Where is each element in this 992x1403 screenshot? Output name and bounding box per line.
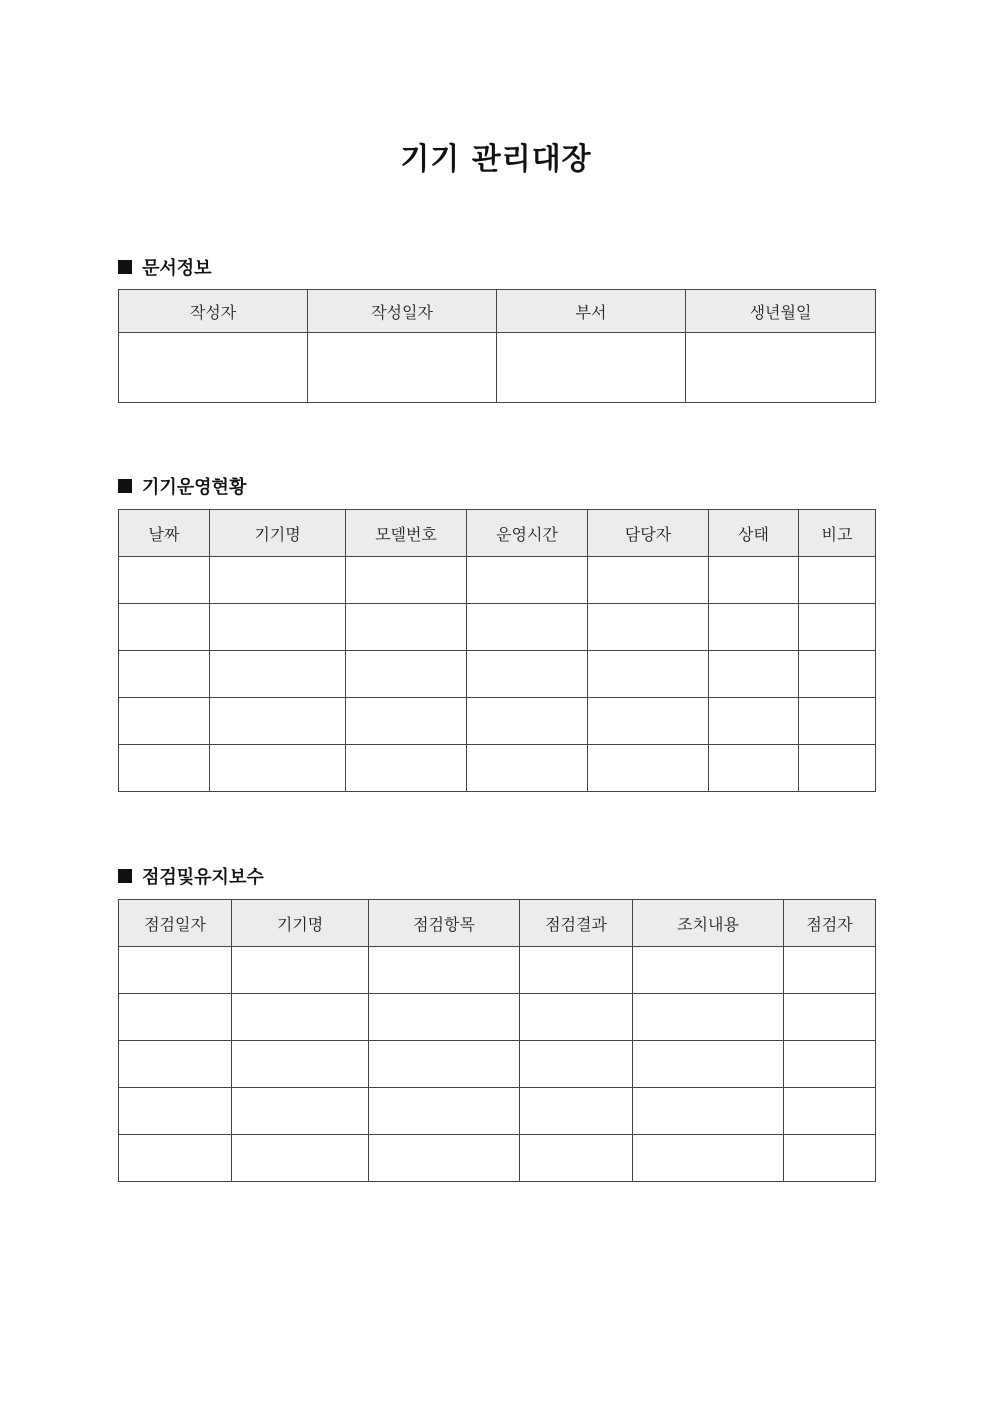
- table-cell[interactable]: [232, 1088, 369, 1135]
- table-cell[interactable]: [633, 1041, 784, 1088]
- column-header: 기기명: [210, 510, 346, 557]
- column-header: 점검일자: [119, 900, 232, 947]
- column-header: 조치내용: [633, 900, 784, 947]
- square-bullet-icon: [118, 260, 132, 274]
- table-cell[interactable]: [633, 1135, 784, 1182]
- column-header: 작성일자: [308, 290, 497, 333]
- table-cell[interactable]: [709, 604, 799, 651]
- table-cell[interactable]: [709, 698, 799, 745]
- table-cell[interactable]: [467, 651, 588, 698]
- table-cell[interactable]: [119, 1088, 232, 1135]
- column-header: 점검항목: [369, 900, 520, 947]
- table-cell[interactable]: [232, 994, 369, 1041]
- table-cell[interactable]: [232, 947, 369, 994]
- table-cell[interactable]: [784, 1135, 876, 1182]
- table-cell[interactable]: [369, 947, 520, 994]
- table-cell[interactable]: [633, 1088, 784, 1135]
- column-header: 점검자: [784, 900, 876, 947]
- section-heading-equipment: [118, 473, 246, 499]
- table-cell[interactable]: [119, 557, 210, 604]
- table-cell[interactable]: [346, 698, 467, 745]
- column-header: 생년월일: [686, 290, 876, 333]
- section-heading-inspection: [118, 863, 264, 889]
- table-cell[interactable]: [369, 1041, 520, 1088]
- table-cell[interactable]: [119, 1041, 232, 1088]
- table-cell[interactable]: [346, 604, 467, 651]
- table-cell[interactable]: [210, 604, 346, 651]
- table-cell[interactable]: [709, 651, 799, 698]
- table-cell[interactable]: [520, 1041, 633, 1088]
- table-cell[interactable]: [346, 651, 467, 698]
- table-row: [119, 604, 876, 651]
- table-cell[interactable]: [210, 557, 346, 604]
- table-cell[interactable]: [588, 698, 709, 745]
- table-cell[interactable]: [799, 604, 876, 651]
- table-cell[interactable]: [799, 745, 876, 792]
- table-cell[interactable]: [520, 947, 633, 994]
- column-header: 상태: [709, 510, 799, 557]
- table-cell[interactable]: [497, 333, 686, 403]
- table-cell[interactable]: [232, 1041, 369, 1088]
- square-bullet-icon: [118, 479, 132, 493]
- table-cell[interactable]: [588, 604, 709, 651]
- table-cell[interactable]: [119, 698, 210, 745]
- table-cell[interactable]: [119, 604, 210, 651]
- table-cell[interactable]: [119, 947, 232, 994]
- table-cell[interactable]: [784, 947, 876, 994]
- column-header: 점검결과: [520, 900, 633, 947]
- table-cell[interactable]: [709, 557, 799, 604]
- section-heading-doc-info: [118, 254, 212, 280]
- table-row: [119, 651, 876, 698]
- equipment-table: [118, 509, 876, 792]
- table-cell[interactable]: [119, 745, 210, 792]
- column-header: 기기명: [232, 900, 369, 947]
- table-header-row: [119, 290, 876, 333]
- table-row: [119, 994, 876, 1041]
- table-cell[interactable]: [210, 745, 346, 792]
- table-cell[interactable]: [467, 698, 588, 745]
- table-cell[interactable]: [210, 698, 346, 745]
- table-cell[interactable]: [686, 333, 876, 403]
- table-row: [119, 557, 876, 604]
- column-header: 담당자: [588, 510, 709, 557]
- column-header: 날짜: [119, 510, 210, 557]
- table-cell[interactable]: [633, 994, 784, 1041]
- table-header-row: [119, 510, 876, 557]
- table-cell[interactable]: [799, 651, 876, 698]
- section-heading-label: 기기운영현황: [142, 477, 247, 498]
- table-cell[interactable]: [520, 994, 633, 1041]
- table-row: [119, 745, 876, 792]
- table-cell[interactable]: [520, 1135, 633, 1182]
- column-header: 모델번호: [346, 510, 467, 557]
- doc-info-table: [118, 289, 876, 403]
- table-row: [119, 1135, 876, 1182]
- table-cell[interactable]: [520, 1088, 633, 1135]
- table-cell[interactable]: [308, 333, 497, 403]
- page-title: 기기 관리대장: [400, 142, 592, 177]
- table-cell[interactable]: [346, 745, 467, 792]
- table-row: [119, 698, 876, 745]
- table-cell[interactable]: [467, 604, 588, 651]
- table-cell[interactable]: [119, 333, 308, 403]
- table-cell[interactable]: [369, 1135, 520, 1182]
- column-header: 작성자: [119, 290, 308, 333]
- table-cell[interactable]: [784, 994, 876, 1041]
- table-row: [119, 1041, 876, 1088]
- table-cell[interactable]: [588, 651, 709, 698]
- table-cell[interactable]: [119, 1135, 232, 1182]
- table-cell[interactable]: [467, 745, 588, 792]
- column-header: 비고: [799, 510, 876, 557]
- table-cell[interactable]: [784, 1041, 876, 1088]
- inspection-table: [118, 899, 876, 1182]
- table-cell[interactable]: [232, 1135, 369, 1182]
- table-cell[interactable]: [119, 994, 232, 1041]
- table-cell[interactable]: [588, 557, 709, 604]
- section-heading-label: 문서정보: [142, 258, 212, 279]
- table-cell[interactable]: [799, 557, 876, 604]
- table-cell[interactable]: [119, 651, 210, 698]
- table-cell[interactable]: [709, 745, 799, 792]
- column-header: 부서: [497, 290, 686, 333]
- table-cell[interactable]: [369, 1088, 520, 1135]
- table-cell[interactable]: [784, 1088, 876, 1135]
- column-header: 운영시간: [467, 510, 588, 557]
- table-cell[interactable]: [588, 745, 709, 792]
- table-cell[interactable]: [369, 994, 520, 1041]
- table-row: [119, 947, 876, 994]
- table-cell[interactable]: [799, 698, 876, 745]
- table-cell[interactable]: [210, 651, 346, 698]
- table-cell[interactable]: [346, 557, 467, 604]
- square-bullet-icon: [118, 869, 132, 883]
- section-heading-label: 점검및유지보수: [142, 867, 264, 888]
- table-cell[interactable]: [633, 947, 784, 994]
- table-row: [119, 1088, 876, 1135]
- table-cell[interactable]: [467, 557, 588, 604]
- table-header-row: [119, 900, 876, 947]
- table-row: [119, 333, 876, 403]
